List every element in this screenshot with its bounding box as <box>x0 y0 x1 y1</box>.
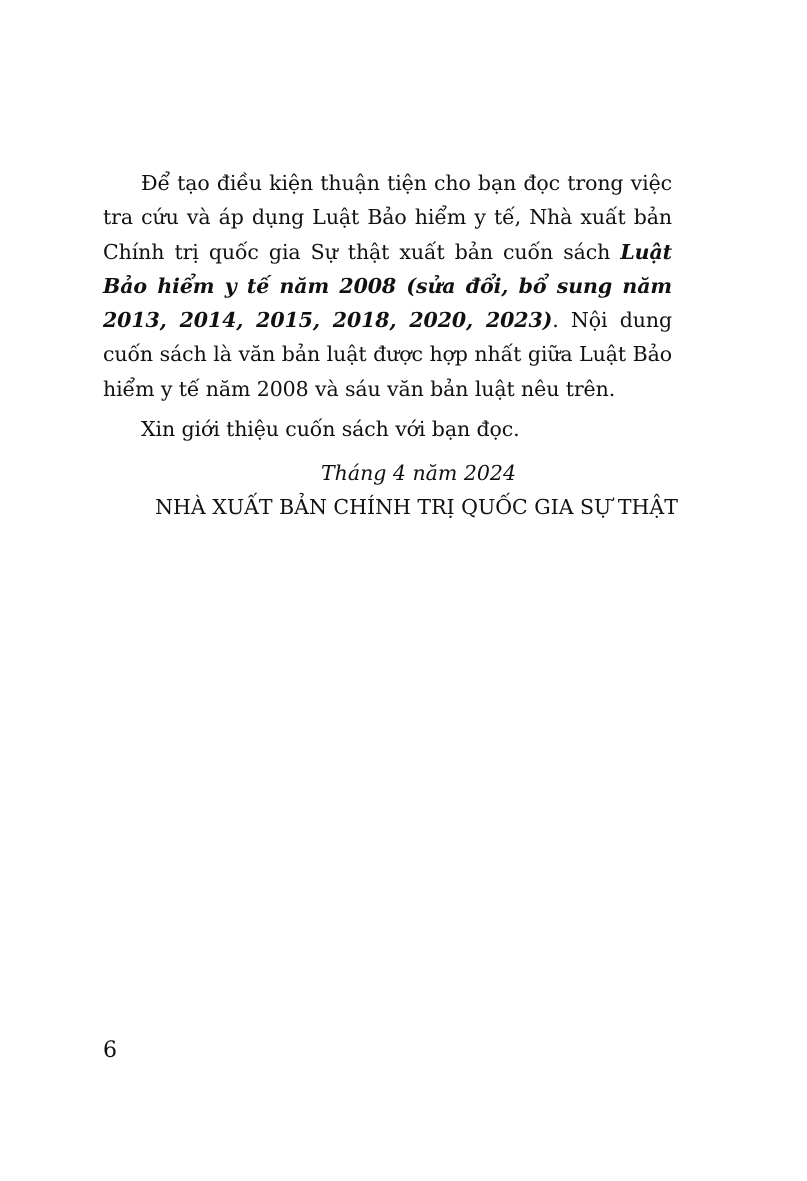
foreword-paragraph-1 <box>103 166 672 406</box>
book-title: Luật Bảo hiểm y tế năm 2008 (sửa đổi, bổ sung năm 2013, 2014, 2015, 2018, 2020, 2023) <box>103 239 672 333</box>
signature-date: Tháng 4 năm 2024 <box>320 461 517 485</box>
content-text: . Nội dung cuốn sách là văn bản luật được hợp nhất giữa Luật Bảo hiểm y tế năm 2008 và sáu văn bản luật nêu trên. <box>103 308 672 401</box>
foreword-body <box>103 166 672 446</box>
foreword-paragraph-2: Xin giới thiệu cuốn sách với bạn đọc. <box>141 417 520 442</box>
signature-date-line <box>0 456 807 490</box>
signature-publisher: NHÀ XUẤT BẢN CHÍNH TRỊ QUỐC GIA SỰ THẬT <box>155 495 678 519</box>
page-number: 6 <box>103 1038 117 1063</box>
intro-text: Để tạo điều kiện thuận tiện cho bạn đọc trong việc tra cứu và áp dụng Luật Bảo hiểm y tế, Nhà xuất bản Chính trị quốc gia Sự thật xuất bản cuốn sách <box>103 171 672 264</box>
